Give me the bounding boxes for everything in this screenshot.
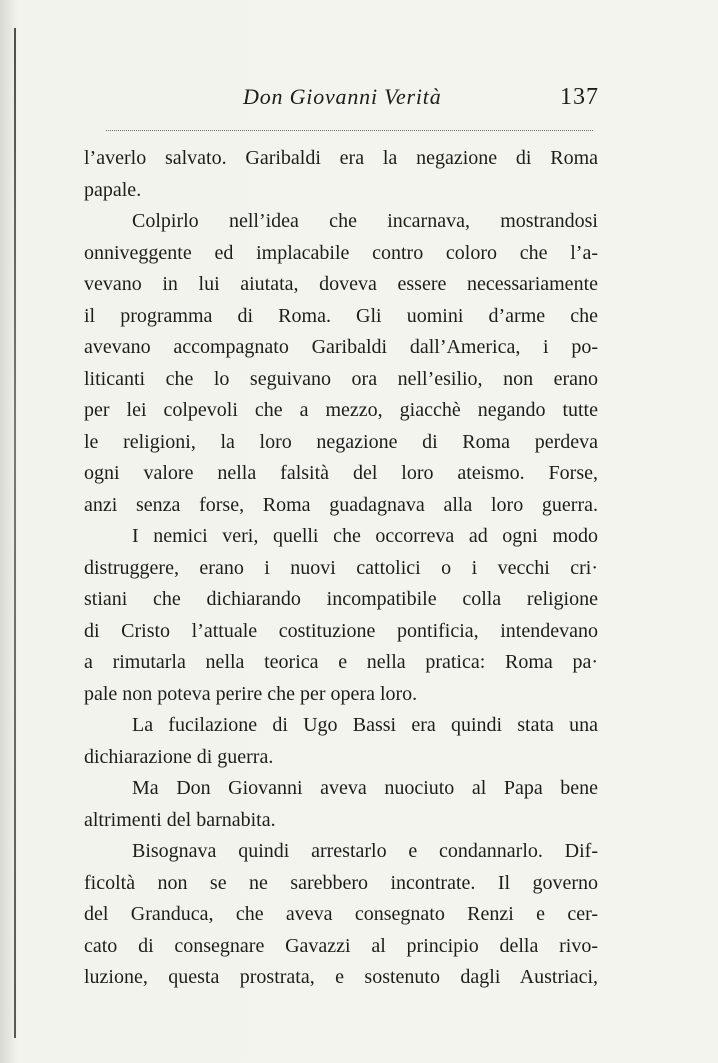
text-line: il programma di Roma. Gli uomini d’arme che — [84, 304, 598, 327]
text-line: luzione, questa prostrata, e sostenuto dagli Austriaci, — [84, 966, 598, 988]
header-rule — [106, 130, 593, 131]
text-line: onniveggente ed implacabile contro coloro che l’a- — [84, 241, 598, 264]
text-line: avevano accompagnato Garibaldi dall’America, i po- — [84, 336, 598, 358]
body-text — [84, 143, 598, 994]
text-line: l’averlo salvato. Garibaldi era la negazione di Roma — [84, 147, 598, 169]
text-line: La fucilazione di Ugo Bassi era quindi stata una — [132, 714, 598, 736]
text-line: altrimenti del barnabita. — [84, 808, 276, 831]
text-line: cato di consegnare Gavazzi al principio della rivo- — [84, 934, 598, 957]
text-line: per lei colpevoli che a mezzo, giacchè negando tutte — [84, 399, 598, 421]
text-line: Colpirlo nell’idea che incarnava, mostrandosi — [132, 210, 598, 232]
text-line: a rimutarla nella teorica e nella pratica: Roma pa· — [84, 651, 598, 673]
text-line: distruggere, erano i nuovi cattolici o i vecchi cri· — [84, 556, 598, 579]
page-number: 137 — [560, 84, 599, 110]
text-line: dichiarazione di guerra. — [84, 745, 274, 768]
running-title: Don Giovanni Verità — [243, 84, 442, 109]
text-line: papale. — [84, 178, 142, 201]
text-line: liticanti che lo seguivano ora nell’esilio, non erano — [84, 367, 598, 390]
text-line: Ma Don Giovanni aveva nuociuto al Papa bene — [132, 777, 598, 799]
text-line: vevano in lui aiutata, doveva essere necessariamente — [84, 273, 598, 295]
text-line: le religioni, la loro negazione di Roma perdeva — [84, 430, 598, 453]
text-line: I nemici veri, quelli che occorreva ad ogni modo — [132, 525, 598, 547]
text-line: stiani che dichiarando incompatibile colla religione — [84, 588, 598, 610]
text-line: pale non poteva perire che per opera loro. — [84, 682, 418, 705]
page-header — [0, 76, 718, 116]
text-line: del Granduca, che aveva consegnato Renzi e cer- — [84, 903, 598, 925]
page-gutter-edge — [14, 28, 16, 1038]
text-line: ficoltà non se ne sarebbero incontrate. Il governo — [84, 871, 598, 894]
text-line: di Cristo l’attuale costituzione pontificia, intendevano — [84, 619, 598, 642]
text-line: Bisognava quindi arrestarlo e condannarlo. Dif- — [132, 840, 598, 862]
text-line: ogni valore nella falsità del loro ateismo. Forse, — [84, 462, 598, 484]
text-line: anzi senza forse, Roma guadagnava alla loro guerra. — [84, 493, 598, 516]
